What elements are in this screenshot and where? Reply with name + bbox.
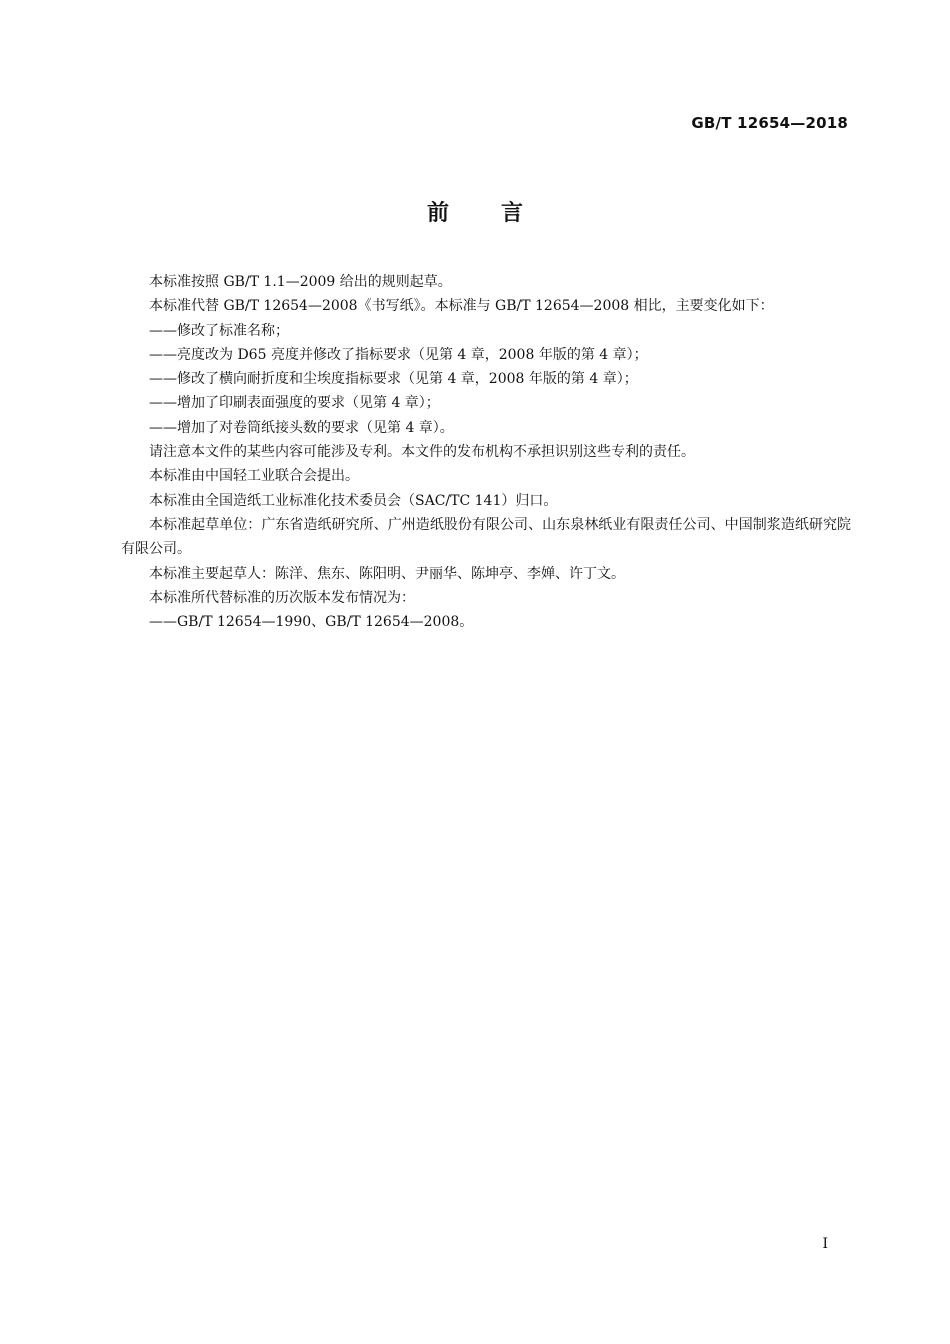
paragraph-managed-by: 本标准由全国造纸工业标准化技术委员会（SAC/TC 141）归口。 <box>149 492 558 509</box>
paragraph-drafters: 本标准主要起草人：陈洋、焦东、陈阳明、尹丽华、陈坤亭、李婵、许丁文。 <box>149 565 625 582</box>
change-item-name: ——修改了标准名称； <box>149 322 289 339</box>
paragraph-patent-notice: 请注意本文件的某些内容可能涉及专利。本文件的发布机构不承担识别这些专利的责任。 <box>149 444 695 461</box>
change-item-brightness: ——亮度改为 D65 亮度并修改了指标要求（见第 4 章，2008 年版的第 4 章）； <box>149 346 648 363</box>
paragraph-previous-editions: 本标准所代替标准的历次版本发布情况为： <box>149 589 415 606</box>
paragraph-drafting-units: 本标准起草单位：广东省造纸研究所、广州造纸股份有限公司、山东泉林纸业有限责任公司、中国制浆造纸研究院有限公司。 <box>121 516 851 558</box>
paragraph-proposed-by: 本标准由中国轻工业联合会提出。 <box>149 468 359 485</box>
previous-editions-item: ——GB/T 12654—1990、GB/T 12654—2008。 <box>149 614 474 631</box>
paragraph-replaces: 本标准代替 GB/T 12654—2008《书写纸》。本标准与 GB/T 12654—2008 相比，主要变化如下： <box>149 298 774 315</box>
change-item-surface-strength: ——增加了印刷表面强度的要求（见第 4 章）； <box>149 395 440 412</box>
paragraph-drafting-rules: 本标准按照 GB/T 1.1—2009 给出的规则起草。 <box>149 274 452 290</box>
change-item-folding-dirt: ——修改了横向耐折度和尘埃度指标要求（见第 4 章，2008 年版的第 4 章）； <box>149 371 638 388</box>
page-number: I <box>822 1236 828 1252</box>
standard-code: GB/T 12654—2018 <box>691 114 848 132</box>
page-title: 前言 <box>426 201 575 226</box>
foreword-body <box>121 270 851 634</box>
change-item-reel-joints: ——增加了对卷筒纸接头数的要求（见第 4 章）。 <box>149 419 454 436</box>
